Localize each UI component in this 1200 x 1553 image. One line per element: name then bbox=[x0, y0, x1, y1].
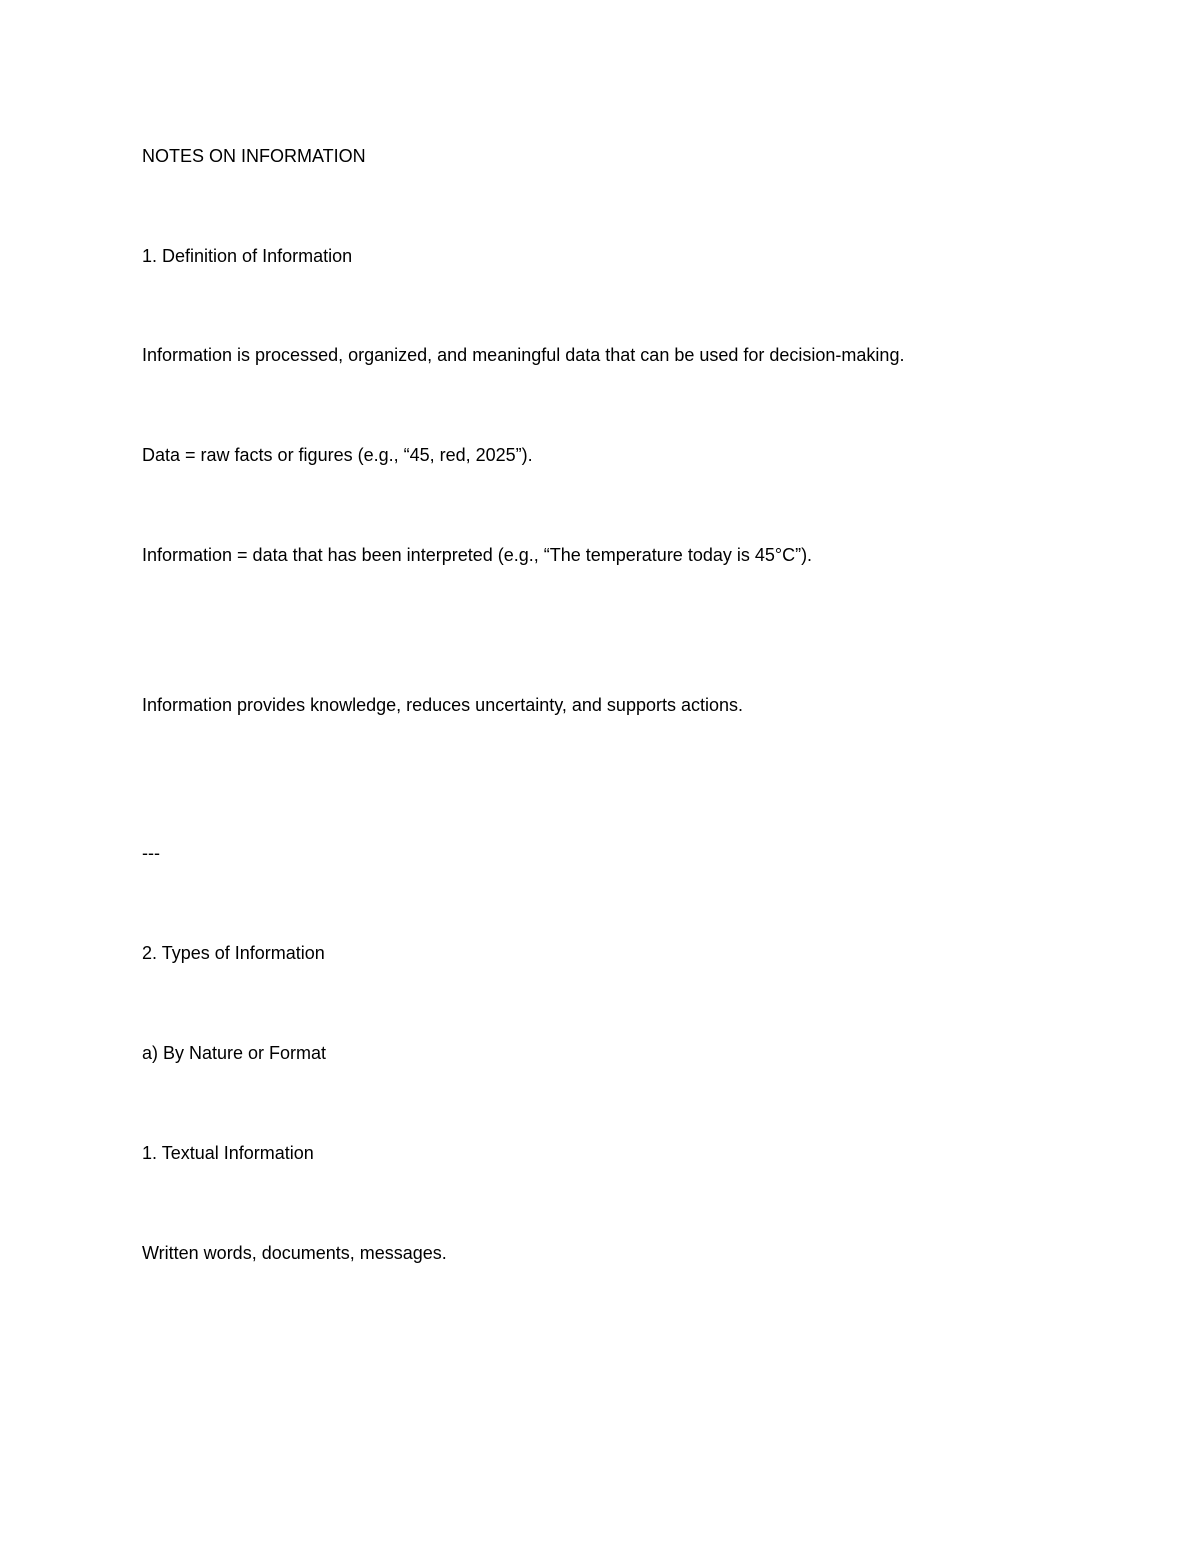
item-1-heading: 1. Textual Information bbox=[142, 1143, 314, 1163]
section-1-heading: 1. Definition of Information bbox=[142, 246, 353, 266]
information-definition-paragraph: Information = data that has been interpreted (e.g., “The temperature today is 45°C”). bbox=[142, 545, 813, 565]
subsection-a-heading: a) By Nature or Format bbox=[142, 1043, 327, 1063]
section-2-heading: 2. Types of Information bbox=[142, 943, 325, 963]
data-definition-paragraph: Data = raw facts or figures (e.g., “45, red, 2025”). bbox=[142, 445, 533, 465]
benefits-paragraph: Information provides knowledge, reduces uncertainty, and supports actions. bbox=[142, 695, 744, 715]
separator: --- bbox=[142, 843, 160, 863]
document-title: NOTES ON INFORMATION bbox=[142, 146, 366, 166]
item-1-description: Written words, documents, messages. bbox=[142, 1243, 447, 1263]
definition-paragraph: Information is processed, organized, and meaningful data that can be used for decision-making. bbox=[142, 345, 905, 365]
